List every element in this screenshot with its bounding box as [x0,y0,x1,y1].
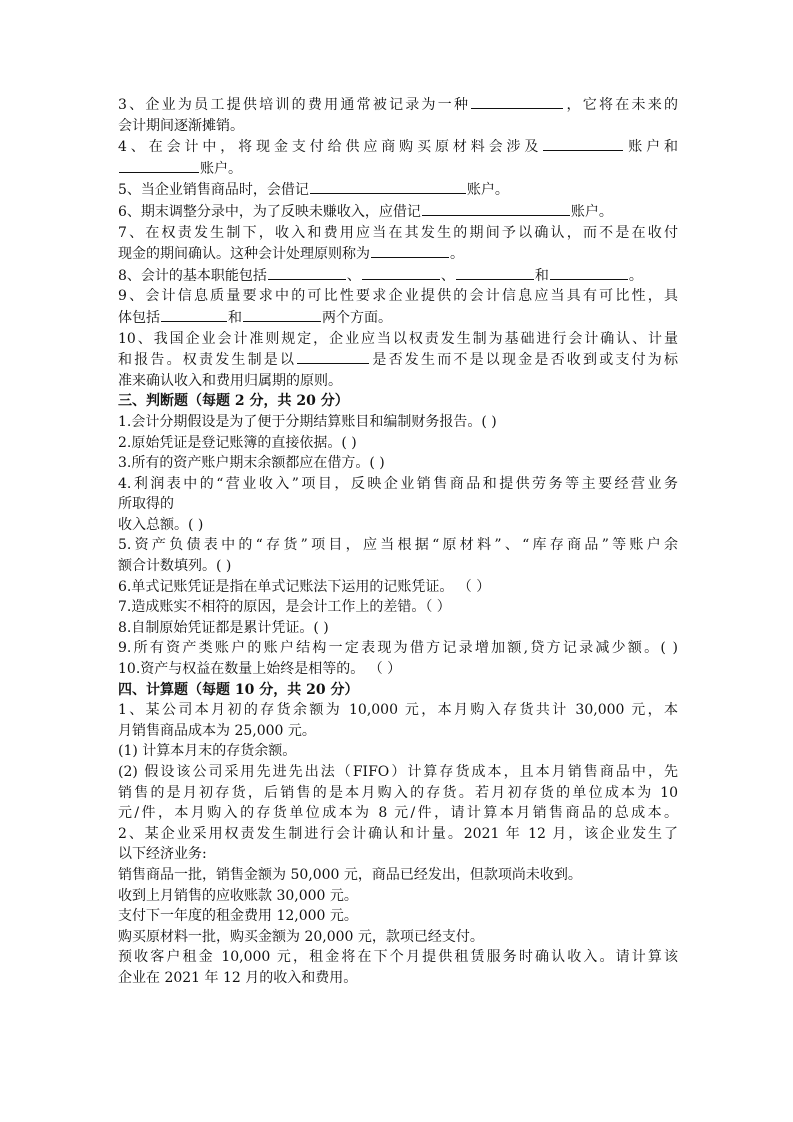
question-10-text-cont: 是否发生而不是以现金是否收到或支付为标 [370,352,679,369]
question-9-line-1: 9、会计信息质量要求中的可比性要求企业提供的会计信息应当具有可比性，具 [118,288,678,305]
question-3-line-1 [118,94,678,116]
calc-line: 收到上月销售的应收账款 30,000 元。 [118,887,358,904]
calc-line: 以下经济业务: [118,846,207,863]
period: 。 [628,267,643,284]
judge-item: 7.造成账实不相符的原因，是会计工作上的差错。（ ） [118,599,451,616]
question-7-text: 现金的期间确认。这种会计处理原则称为 [118,246,370,263]
judge-item: 额合计数填列。( ) [118,558,232,575]
answer-blank[interactable] [243,307,321,322]
question-3-line-2: 会计期间逐渐摊销。 [118,117,244,134]
answer-blank[interactable] [456,265,534,280]
calc-line: 元/件，本月购入的存货单位成本为 8 元/件，请计算本月销售商品的总成本。 [118,805,678,822]
judge-item: 收入总额。( ) [118,516,204,533]
question-7-line-2 [118,243,678,265]
calc-line: (1) 计算本月末的存货余额。 [118,743,297,760]
question-7-line-1: 7、在权责发生制下，收入和费用应当在其发生的期间予以确认，而不是在收付 [118,224,678,241]
calc-line: 销售商品一批，销售金额为 50,000 元，商品已经发出，但款项尚未收到。 [118,866,582,883]
question-8-text: 8、会计的基本职能包括 [118,267,267,284]
calc-line: 企业在 2021 年 12 月的收入和费用。 [118,969,358,986]
exam-page [118,94,678,989]
question-4-text: 4、在会计中，将现金支付给供应商购买原材料会涉及 [118,139,543,156]
question-9-line-2 [118,307,678,329]
conjunction: 和 [228,309,242,326]
question-10-line-3: 准来确认收入和费用归属期的原则。 [118,372,342,389]
question-10-line-1: 10、我国企业会计准则规定，企业应当以权责发生制为基础进行会计确认、计量 [118,330,678,347]
judge-item: 4.利润表中的“营业收入”项目，反映企业销售商品和提供劳务等主要经营业务 [118,475,678,492]
question-6-text-end: 账户。 [570,203,613,220]
answer-blank[interactable] [161,307,227,322]
question-5-line [118,179,678,201]
judge-item: 5.资产负债表中的“存货”项目，应当根据“原材料”、“库存商品”等账户余 [118,537,678,554]
answer-blank[interactable] [268,265,346,280]
calc-line: 月销售商品成本为 25,000 元。 [118,722,316,739]
question-6-text: 6、期末调整分录中，为了反映未赚收入，应借记 [118,203,421,220]
separator: 、 [346,267,361,284]
calc-line: 购买原材料一批，购买金额为 20,000 元，款项已经支付。 [118,928,484,945]
calc-line: 支付下一年度的租金费用 12,000 元。 [118,908,358,925]
judge-item: 8.自制原始凭证都是累计凭证。( ) [118,619,329,636]
question-6-line [118,201,678,223]
judge-item: 10.资产与权益在数量上始终是相等的。 （ ） [118,661,402,678]
section-heading-judge: 三、判断题（每题 2 分，共 20 分） [118,393,349,410]
question-9-text: 体包括 [118,309,160,326]
answer-blank[interactable] [119,158,199,173]
calc-line: 1、某公司本月初的存货余额为 10,000 元，本月购入存货共计 30,000 元，本 [118,702,678,719]
calc-line: 预收客户租金 10,000 元，租金将在下个月提供租赁服务时确认收入。请计算该 [118,949,678,966]
question-4-line-2 [118,158,678,180]
judge-item: 所取得的 [118,496,174,513]
question-10-text: 和报告。权责发生制是以 [118,352,297,369]
judge-item: 1.会计分期假设是为了便于分期结算账目和编制财务报告。( ) [118,413,497,430]
question-7-text-end: 。 [450,246,464,263]
question-3-text: 3、企业为员工提供培训的费用通常被记录为一种 [118,97,471,113]
question-3-text-cont: ，它将在未来的 [564,97,679,113]
judge-item: 6.单式记账凭证是指在单式记账法下运用的记账凭证。 （ ） [118,578,491,595]
question-10-line-2 [118,349,678,371]
question-4-text-end: 账户。 [200,160,242,177]
question-4-line-1 [118,136,678,158]
section-heading-calc: 四、计算题（每题 10 分，共 20 分） [118,681,359,698]
conjunction: 和 [534,267,549,284]
answer-blank[interactable] [362,265,440,280]
calc-line: (2) 假设该公司采用先进先出法（FIFO）计算存货成本，且本月销售商品中，先 [118,764,678,780]
answer-blank[interactable] [543,136,623,151]
question-9-text-end: 两个方面。 [322,309,392,326]
question-5-text-end: 账户。 [466,182,509,199]
question-8-line [118,265,678,287]
question-5-text: 5、当企业销售商品时，会借记 [118,182,309,199]
answer-blank[interactable] [422,201,570,216]
judge-item: 3.所有的资产账户期末余额都应在借方。( ) [118,455,385,472]
separator: 、 [440,267,455,284]
answer-blank[interactable] [471,94,563,109]
judge-item: 9.所有资产类账户的账户结构一定表现为借方记录增加额,贷方记录减少额。( ) [118,640,678,657]
answer-blank[interactable] [297,349,369,364]
calc-line: 2、某企业采用权责发生制进行会计确认和计量。2021 年 12 月，该企业发生了 [118,825,678,842]
answer-blank[interactable] [550,265,628,280]
answer-blank[interactable] [310,179,466,194]
calc-line: 销售的是月初存货，后销售的是本月购入的存货。若月初存货的单位成本为 10 [118,784,678,801]
question-4-text-cont: 账户和 [624,139,679,156]
answer-blank[interactable] [371,243,449,258]
judge-item: 2.原始凭证是登记账簿的直接依据。( ) [118,434,357,451]
